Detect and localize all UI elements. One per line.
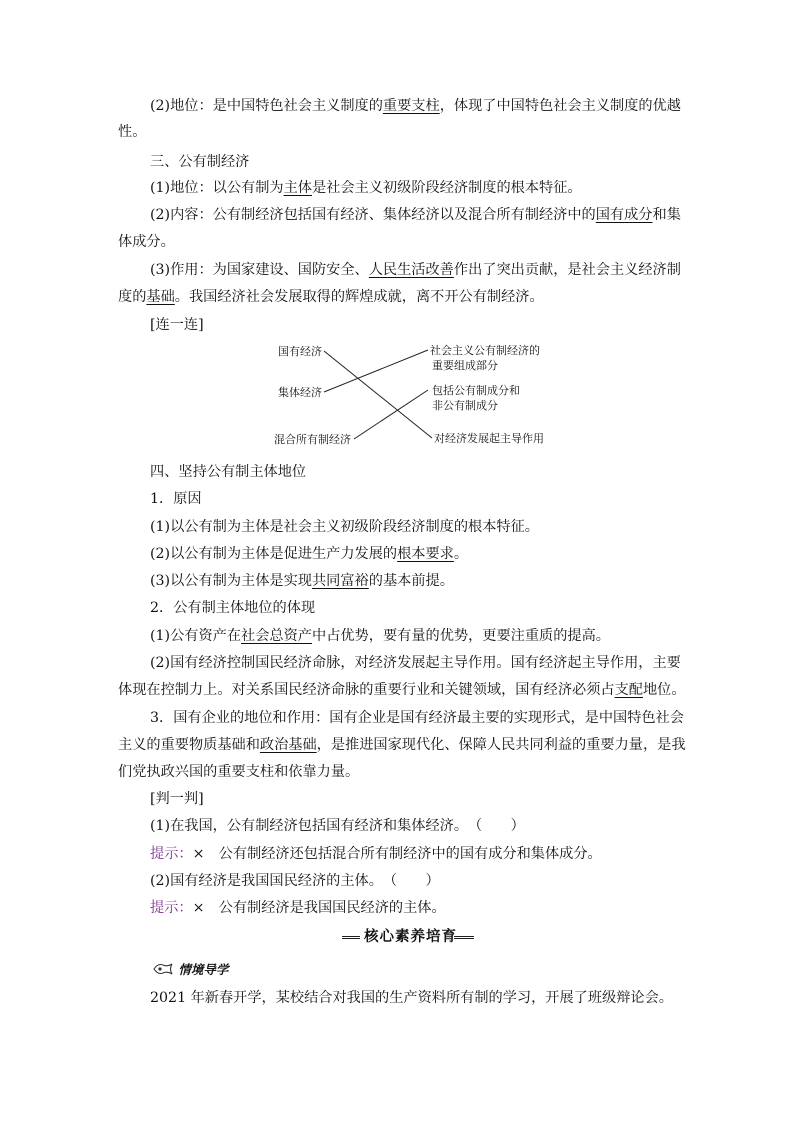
paragraph-3-2-cont: 体成分。 (118, 234, 175, 250)
manifestation-2-cont: 体现在控制力上。对关系国民经济命脉的重要行业和关键领域，国有经济必须占支配地位。 (118, 682, 686, 698)
underlined-term: 支配 (614, 682, 643, 698)
underlined-term: 政治基础 (259, 737, 317, 753)
link-state-to-leading-role (324, 351, 432, 438)
link-collective-to-component (324, 350, 428, 392)
subheading-manifestation: 2．公有制主体地位的体现 (150, 600, 316, 616)
underlined-term: 重要支柱 (382, 98, 440, 114)
connect-label: [连一连] (150, 317, 204, 333)
right-item-2-line-2: 非公有制成分 (432, 399, 498, 412)
underlined-term: 主体 (283, 180, 312, 196)
section-banner (342, 926, 474, 948)
paragraph-3-3-cont: 度的基础。我国经济社会发展取得的辉煌成就，离不开公有制经济。 (118, 289, 544, 305)
banner-rule-left (342, 936, 360, 939)
matching-diagram (270, 338, 560, 450)
underlined-term: 社会总资产 (241, 628, 312, 644)
paragraph-3-1: (1)地位：以公有制为主体是社会主义初级阶段经济制度的根本特征。 (150, 180, 582, 196)
right-item-1-line-2: 重要组成部分 (432, 359, 498, 372)
left-item-mixed-economy: 混合所有制经济 (274, 433, 351, 446)
banner-title: 核心素养培育 (364, 929, 457, 945)
judge-question-1: (1)在我国，公有制经济包括国有经济和集体经济。 （ ） (150, 818, 525, 834)
soe-role-heading: 3．国有企业的地位和作用：国有企业是国有经济最主要的实现形式，是中国特色社会 (150, 710, 684, 726)
wrong-mark: × (192, 846, 205, 862)
underlined-term: 根本要求 (397, 546, 454, 562)
guide-icon (152, 962, 174, 976)
reason-2: (2)以公有制为主体是促进生产力发展的根本要求。 (150, 546, 469, 562)
hint-2: 提示：× 公有制经济是我国国民经济的主体。 (150, 900, 446, 916)
paragraph-status: (2)地位：是中国特色社会主义制度的重要支柱，体现了中国特色社会主义制度的优越 (150, 98, 681, 114)
matching-lines (270, 338, 560, 450)
underlined-term: 共同富裕 (311, 573, 369, 589)
left-item-state-economy: 国有经济 (278, 345, 322, 358)
right-item-2-line-1: 包括公有制成分和 (432, 384, 520, 397)
guide-heading (152, 960, 228, 978)
paragraph-3-3: (3)作用：为国家建设、国防安全、人民生活改善作出了突出贡献，是社会主义经济制 (150, 262, 681, 278)
wrong-mark: × (192, 900, 205, 916)
subheading-reasons: 1．原因 (150, 491, 202, 507)
banner-rule-right (454, 936, 474, 939)
soe-role-cont-2: 们党执政兴国的重要支柱和依靠力量。 (118, 764, 360, 780)
section-heading-4: 四、坚持公有制主体地位 (150, 464, 307, 480)
judge-question-2: (2)国有经济是我国国民经济的主体。 （ ） (150, 873, 440, 889)
reason-1: (1)以公有制为主体是社会主义初级阶段经济制度的根本特征。 (150, 519, 539, 535)
hint-label: 提示： (150, 846, 193, 862)
link-mixed-to-both (354, 390, 428, 439)
section-heading-3: 三、公有制经济 (150, 154, 250, 170)
guide-title: 情境导学 (178, 962, 229, 977)
paragraph-status-cont: 性。 (118, 124, 147, 140)
underlined-term: 基础 (146, 289, 175, 305)
left-item-collective-economy: 集体经济 (278, 386, 322, 399)
underlined-term: 人民生活改善 (368, 262, 454, 278)
hint-1: 提示：× 公有制经济还包括混合所有制经济中的国有成分和集体成分。 (150, 846, 602, 862)
manifestation-2: (2)国有经济控制国民经济命脉，对经济发展起主导作用。国有经济起主导作用，主要 (150, 655, 681, 671)
right-item-1-line-1: 社会主义公有制经济的 (430, 344, 540, 357)
final-paragraph: 2021 年新春开学，某校结合对我国的生产资料所有制的学习，开展了班级辩论会。 (150, 990, 673, 1006)
manifestation-1: (1)公有资产在社会总资产中占优势，要有量的优势，更要注重质的提高。 (150, 628, 610, 644)
right-item-3: 对经济发展起主导作用 (434, 432, 544, 445)
paragraph-3-2: (2)内容：公有制经济包括国有经济、集体经济以及混合所有制经济中的国有成分和集 (150, 207, 681, 223)
hint-label: 提示： (150, 900, 193, 916)
underlined-term: 国有成分 (595, 207, 653, 223)
soe-role-cont-1: 主义的重要物质基础和政治基础，是推进国家现代化、保障人民共同利益的重要力量，是我 (118, 737, 686, 753)
reason-3: (3)以公有制为主体是实现共同富裕的基本前提。 (150, 573, 454, 589)
judge-label: [判一判] (150, 791, 204, 807)
